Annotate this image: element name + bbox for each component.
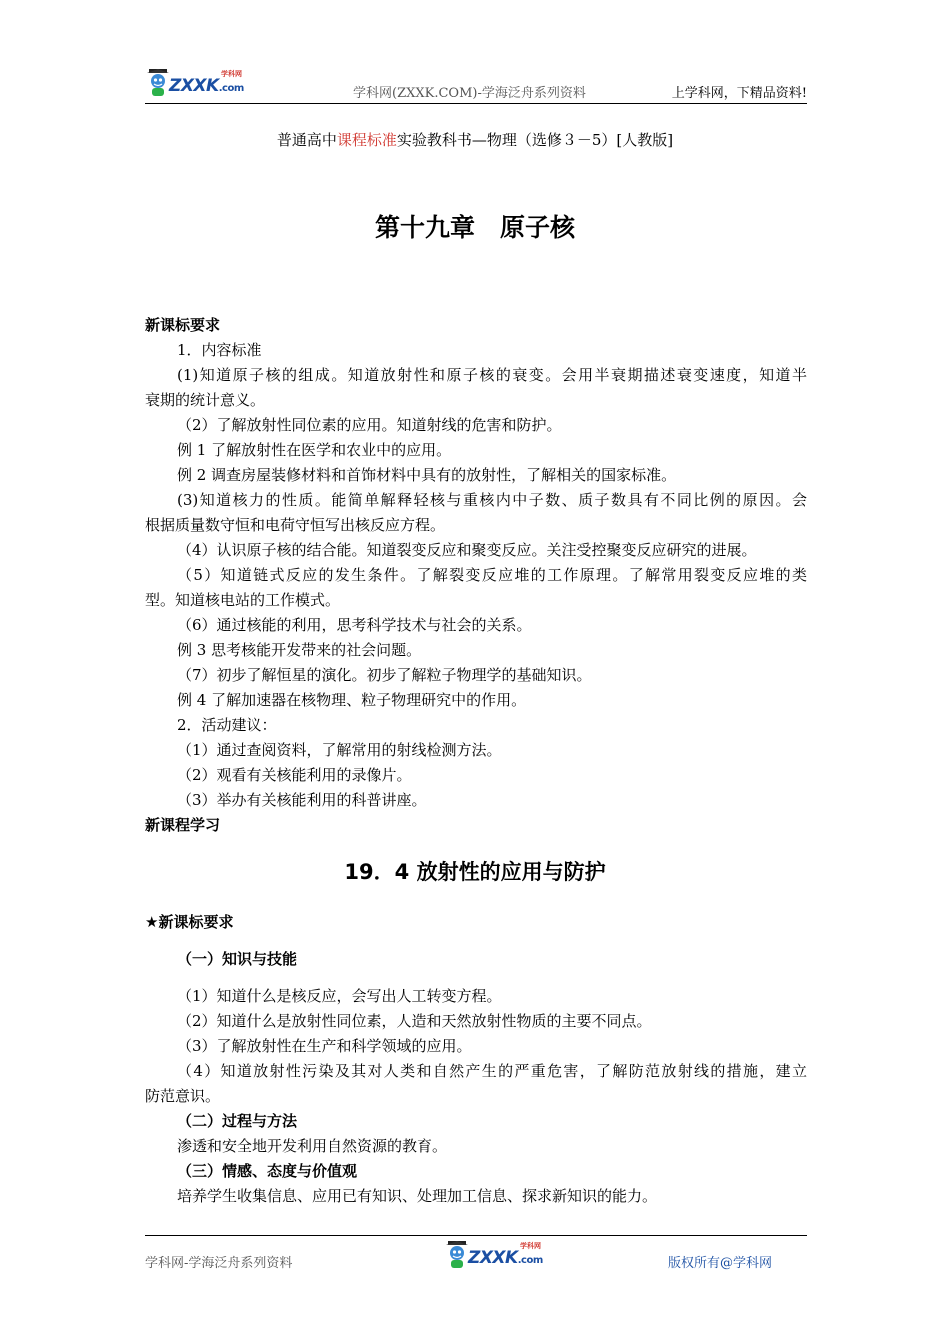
page-header [145,64,807,104]
mascot-icon [444,1240,470,1270]
zxxk-logo[interactable] [145,64,255,100]
req-line: (3)知道核力的性质。能简单解释轻核与重核内中子数、质子数具有不同比例的原因。会 [177,491,807,509]
footer-site-text: 学科网-学海泛舟系列资料 [145,1256,293,1271]
section-heading: ★新课标要求 [145,913,234,931]
req-line: 根据质量数守恒和电荷守恒写出核反应方程。 [145,516,446,534]
knowledge-item: 防范意识。 [145,1087,221,1105]
header-slogan: 上学科网，下精品资料! [671,86,807,101]
req-line: 例 3 思考核能开发带来的社会问题。 [177,641,422,659]
req-line: （5）知道链式反应的发生条件。了解裂变反应堆的工作原理。了解常用裂变反应堆的类 [177,566,807,584]
req-line: （7）初步了解恒星的演化。初步了解粒子物理学的基础知识。 [177,666,592,684]
header-divider [145,103,807,104]
req-line: 型。知道核电站的工作模式。 [145,591,341,609]
req-line: （1）通过查阅资料，了解常用的射线检测方法。 [177,741,502,759]
req-line: 1．内容标准 [177,341,262,359]
header-site-text: 学科网(ZXXK.COM)-学海泛舟系列资料 [353,86,586,101]
req-line: （6）通过核能的利用，思考科学技术与社会的关系。 [177,616,532,634]
req-line: 衰期的统计意义。 [145,391,266,409]
logo-wordmark: ZXXK.com [468,1248,543,1268]
req-line: （2）了解放射性同位素的应用。知道射线的危害和防护。 [177,416,562,434]
section-body [145,910,807,1209]
footer-copyright: 版权所有@学科网 [668,1256,773,1271]
process-text: 渗透和安全地开发利用自然资源的教育。 [177,1137,448,1155]
subheading-process: （二）过程与方法 [177,1112,298,1130]
knowledge-item: （2）知道什么是放射性同位素，人造和天然放射性物质的主要不同点。 [177,1012,652,1030]
knowledge-item: （4）知道放射性污染及其对人类和自然产生的严重危害，了解防范放射线的措施，建立 [177,1062,807,1080]
section-title: 19．4 放射性的应用与防护 [344,860,606,884]
knowledge-item: （1）知道什么是核反应，会写出人工转变方程。 [177,987,502,1005]
req-line: 例 2 调查房屋装修材料和首饰材料中具有的放射性，了解相关的国家标准。 [177,466,677,484]
req-line: 例 4 了解加速器在核物理、粒子物理研究中的作用。 [177,691,527,709]
textbook-subtitle: 普通高中课程标准实验教科书—物理（选修３－5）[人教版] [276,131,674,149]
requirements-heading: 新课标要求 [145,316,221,334]
req-line: （2）观看有关核能利用的录像片。 [177,766,412,784]
subheading-attitude: （三）情感、态度与价值观 [177,1162,358,1180]
subtitle-highlight: 课程标准 [336,131,397,149]
req-line: （3）举办有关核能利用的科普讲座。 [177,791,427,809]
requirements-section [145,313,807,838]
attitude-text: 培养学生收集信息、应用已有知识、处理加工信息、探求新知识的能力。 [177,1187,658,1205]
logo-badge: 学科网 [520,1242,541,1250]
logo-badge: 学科网 [221,70,242,78]
footer-logo[interactable] [444,1236,554,1272]
logo-wordmark: ZXXK.com [169,76,244,96]
study-heading: 新课程学习 [145,816,221,834]
req-line: (1)知道原子核的组成。知道放射性和原子核的衰变。会用半衰期描述衰变速度，知道半 [177,366,807,384]
subheading-knowledge: （一）知识与技能 [177,950,298,968]
req-line: 2．活动建议： [177,716,277,734]
knowledge-item: （3）了解放射性在生产和科学领域的应用。 [177,1037,472,1055]
chapter-title: 第十九章 原子核 [374,213,575,242]
mascot-icon [145,68,171,98]
req-line: （4）认识原子核的结合能。知道裂变反应和聚变反应。关注受控聚变反应研究的进展。 [177,541,757,559]
req-line: 例 1 了解放射性在医学和农业中的应用。 [177,441,452,459]
